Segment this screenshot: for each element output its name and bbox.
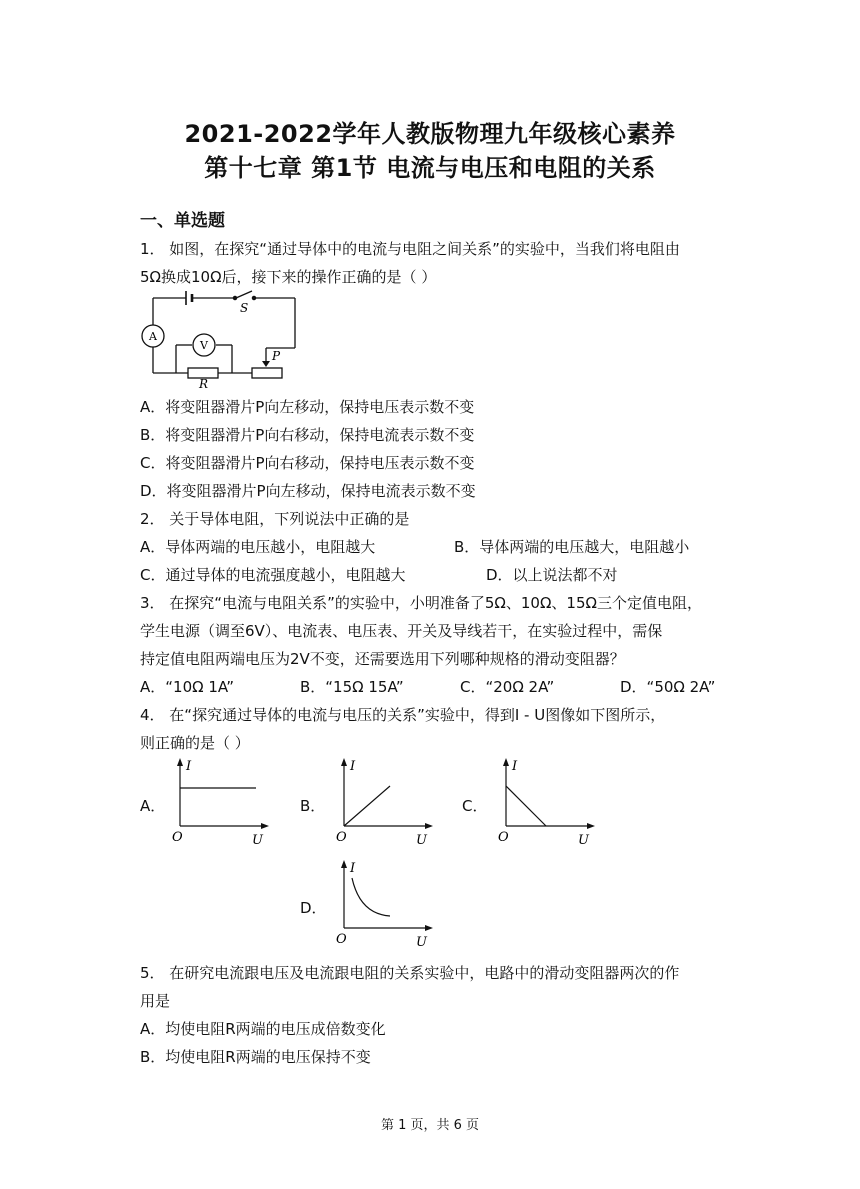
q3-option-b[interactable]: B．“15Ω 15A” <box>300 678 404 696</box>
q4-graph-a[interactable] <box>170 758 270 848</box>
q4-d-axis-y: I <box>350 861 356 876</box>
q2-option-a[interactable]: A．导体两端的电压越小，电阻越大 <box>140 538 376 556</box>
q4-option-b-label[interactable]: B． <box>300 797 326 815</box>
q5-stem-line1: 5． 在研究电流跟电压及电流跟电阻的关系实验中，电路中的滑动变阻器两次的作 <box>140 964 680 982</box>
q2-stem: 2． 关于导体电阻，下列说法中正确的是 <box>140 510 410 528</box>
q4-b-origin: O <box>336 830 347 845</box>
q3-stem-line1: 3． 在探究“电流与电阻关系”的实验中，小明准备了5Ω、10Ω、15Ω三个定值电阻， <box>140 594 702 612</box>
q1-option-c[interactable]: C．将变阻器滑片P向右移动，保持电压表示数不变 <box>140 454 475 472</box>
q4-a-axis-x: U <box>252 833 263 848</box>
q5-option-b[interactable]: B．均使电阻R两端的电压保持不变 <box>140 1048 371 1066</box>
q1-option-b[interactable]: B．将变阻器滑片P向右移动，保持电流表示数不变 <box>140 426 475 444</box>
q1-circuit-diagram <box>138 288 303 390</box>
q1-option-d[interactable]: D．将变阻器滑片P向左移动，保持电流表示数不变 <box>140 482 476 500</box>
q4-b-axis-x: U <box>416 833 427 848</box>
q4-b-axis-y: I <box>350 759 356 774</box>
q2-option-b[interactable]: B．导体两端的电压越大，电阻越小 <box>454 538 690 556</box>
q1-ammeter-label: A <box>149 330 157 343</box>
q4-stem-line2: 则正确的是（ ） <box>140 734 250 752</box>
q4-c-origin: O <box>498 830 509 845</box>
q3-stem-line2: 学生电源（调至6V）、电流表、电压表、开关及导线若干，在实验过程中，需保 <box>140 622 663 640</box>
q4-option-d-label[interactable]: D． <box>300 899 327 917</box>
q4-c-axis-x: U <box>578 833 589 848</box>
q1-resistor-label: R <box>199 377 209 391</box>
q5-option-a[interactable]: A．均使电阻R两端的电压成倍数变化 <box>140 1020 386 1038</box>
q4-c-axis-y: I <box>512 759 518 774</box>
q2-option-c[interactable]: C．通过导体的电流强度越小，电阻越大 <box>140 566 406 584</box>
q4-option-c-label[interactable]: C． <box>462 797 488 815</box>
q1-switch-label: S <box>240 301 249 315</box>
q3-option-c[interactable]: C．“20Ω 2A” <box>460 678 555 696</box>
q3-option-d[interactable]: D．“50Ω 2A” <box>620 678 716 696</box>
section-heading: 一、单选题 <box>140 211 225 231</box>
document-subtitle: 第十七章 第1节 电流与电压和电阻的关系 <box>204 154 656 182</box>
page-footer: 第 1 页，共 6 页 <box>380 1118 480 1133</box>
q1-stem-line1: 1． 如图，在探究“通过导体中的电流与电阻之间关系”的实验中，当我们将电阻由 <box>140 240 680 258</box>
document-title: 2021-2022学年人教版物理九年级核心素养 <box>184 120 676 148</box>
q4-stem-line1: 4． 在“探究通过导体的电流与电压的关系”实验中，得到I - U图像如下图所示， <box>140 706 666 724</box>
q4-graph-b[interactable] <box>334 758 434 848</box>
q2-option-d[interactable]: D．以上说法都不对 <box>486 566 618 584</box>
q4-d-origin: O <box>336 932 347 947</box>
q3-stem-line3: 持定值电阻两端电压为2V不变，还需要选用下列哪种规格的滑动变阻器？ <box>140 650 625 668</box>
q4-a-axis-y: I <box>186 759 192 774</box>
q4-d-axis-x: U <box>416 935 427 950</box>
q1-voltmeter-label: V <box>200 339 208 352</box>
q1-option-a[interactable]: A．将变阻器滑片P向左移动，保持电压表示数不变 <box>140 398 475 416</box>
q4-graph-d[interactable] <box>334 860 434 950</box>
q5-stem-line2: 用是 <box>140 992 171 1010</box>
q4-graph-c[interactable] <box>496 758 596 848</box>
q4-option-a-label[interactable]: A． <box>140 797 166 815</box>
q1-stem-line2: 5Ω换成10Ω后，接下来的操作正确的是（ ） <box>140 268 437 286</box>
q3-option-a[interactable]: A．“10Ω 1A” <box>140 678 235 696</box>
q4-a-origin: O <box>172 830 183 845</box>
q1-slider-label: P <box>272 349 281 363</box>
